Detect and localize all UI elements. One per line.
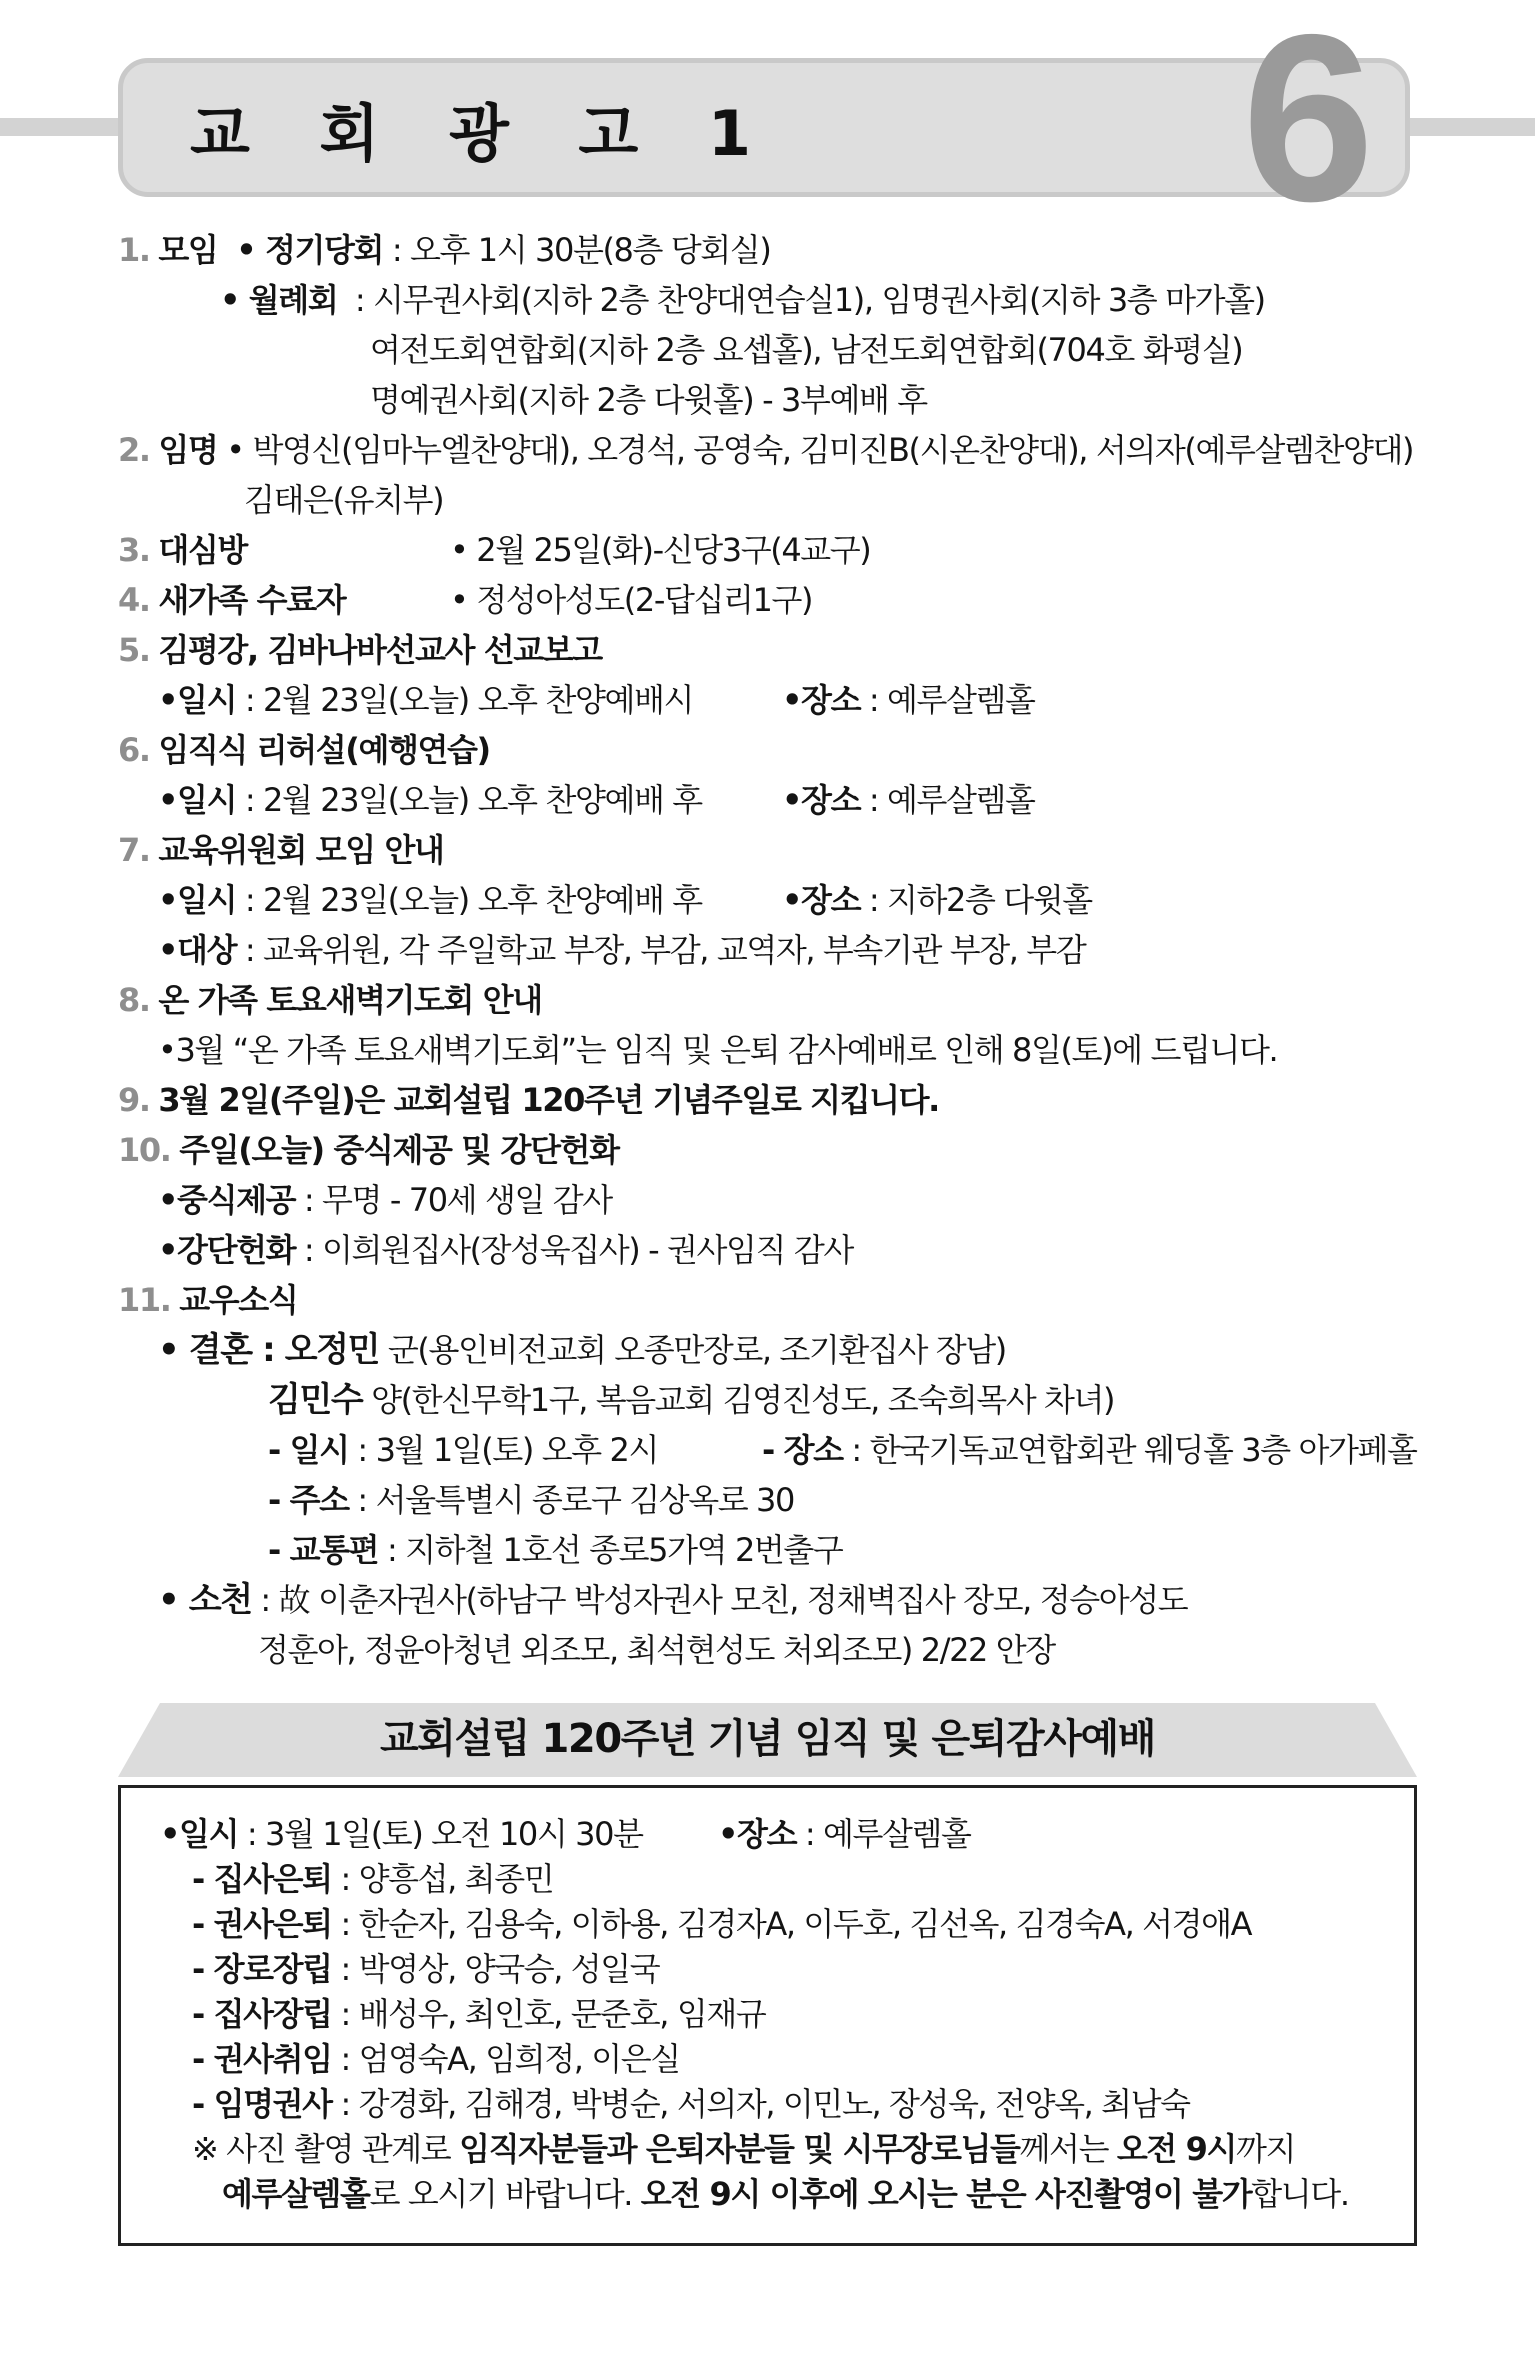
s1-line-2: [220, 280, 1265, 320]
ceremony-r1-key: - 집사은퇴: [192, 1860, 332, 1898]
note-a: ※ 사진 촬영 관계로: [192, 2130, 460, 2168]
s11-date-val: : 3월 1일(토) 오후 2시: [348, 1431, 659, 1469]
s11-wedding-line-2: [268, 1380, 1114, 1420]
s1-line-1: [118, 230, 770, 270]
s7-target-key: •대상: [158, 931, 237, 969]
s6-place-val: : 예루살렘홀: [860, 781, 1035, 819]
s9-heading: [118, 1080, 939, 1120]
ceremony-r1-val: : 양흥섭, 최종민: [331, 1860, 554, 1898]
s11-addr-key: - 주소: [268, 1481, 349, 1519]
s6-date-val: : 2월 23일(오늘) 오후 찬양예배 후: [236, 781, 702, 819]
s9-number: 9.: [118, 1081, 150, 1119]
s7-date-key: •일시: [158, 881, 237, 919]
s2-line-1: [118, 430, 1413, 470]
s8-number: 8.: [118, 981, 150, 1019]
s11-traffic-key: - 교통편: [268, 1531, 379, 1569]
ceremony-row-5: [192, 2039, 680, 2079]
s6-date-key: •일시: [158, 781, 237, 819]
note-d: 오전 9시: [1116, 2130, 1237, 2168]
s5-date: [158, 680, 693, 720]
ceremony-r3-val: : 박영상, 양국승, 성일국: [331, 1950, 660, 1988]
note-c: 께서는: [1019, 2130, 1117, 2168]
s11-wedding-place: [762, 1430, 1417, 1470]
ceremony-r4-val: : 배성우, 최인호, 문준호, 임재규: [331, 1995, 766, 2033]
ceremony-r6-val: : 강경화, 김해경, 박병순, 서의자, 이민노, 장성욱, 전양옥, 최남숙: [331, 2085, 1190, 2123]
s10-line-1: [158, 1180, 612, 1220]
ceremony-row-6: [192, 2084, 1190, 2124]
s7-place-key: •장소: [782, 881, 861, 919]
s11-wedding-address: [268, 1480, 794, 1520]
s6-place-key: •장소: [782, 781, 861, 819]
ceremony-row-1: [192, 1859, 553, 1899]
s3-title: 대심방: [158, 531, 247, 569]
s11-bride-detail: 양(한신무학1구, 복음교회 김영진성도, 조숙희목사 차녀): [362, 1381, 1115, 1419]
s2-title: 임명: [158, 431, 218, 469]
s11-groom-detail: 군(용인비전교회 오종만장로, 조기환집사 장남): [379, 1331, 1006, 1369]
ceremony-date-val: : 3월 1일(토) 오전 10시 30분: [238, 1815, 643, 1853]
s11-funeral-line-1: [158, 1580, 1187, 1620]
s11-wedding-date: [268, 1430, 658, 1470]
s6-date: [158, 780, 702, 820]
s7-target-val: : 교육위원, 각 주일학교 부장, 부감, 교역자, 부속기관 부장, 부감: [236, 931, 1086, 969]
s11-wed-key: • 결혼: [158, 1330, 252, 1370]
ceremony-date-key: •일시: [160, 1815, 239, 1853]
s7-date-val: : 2월 23일(오늘) 오후 찬양예배 후: [236, 881, 702, 919]
s11-number: 11.: [118, 1281, 171, 1319]
s11-wedding-line-1: [158, 1330, 1006, 1370]
s8-line: •3월 “온 가족 토요새벽기도회”는 임직 및 은퇴 감사예배로 인해 8일(토)에 드립니다.: [158, 1031, 1278, 1069]
s11-heading: [118, 1280, 297, 1320]
s11-wedding-traffic: [268, 1530, 842, 1570]
s1-l1-val: : 오후 1시 30분(8층 당회실): [383, 231, 771, 269]
s1-l1-key: • 정기당회: [236, 231, 384, 269]
s7-place-val: : 지하2층 다윗홀: [860, 881, 1092, 919]
s5-place: [782, 680, 1035, 720]
s3-line: [118, 530, 247, 570]
ceremony-r6-key: - 임명권사: [192, 2085, 332, 2123]
ceremony-row-3: [192, 1949, 659, 1989]
s3-number: 3.: [118, 531, 150, 569]
s11-funeral-key: • 소천: [158, 1580, 252, 1620]
s1-l2-val: : 시무권사회(지하 2층 찬양대연습실1), 임명권사회(지하 3층 마가홀): [337, 281, 1265, 319]
ceremony-note-2: [222, 2174, 1349, 2214]
ceremony-r4-key: - 집사장립: [192, 1995, 332, 2033]
s7-title: 교육위원회 모임 안내: [158, 831, 444, 869]
page-number: 6: [1242, 0, 1369, 251]
ceremony-r5-key: - 권사취임: [192, 2040, 332, 2078]
s7-number: 7.: [118, 831, 150, 869]
note2-a: 예루살렘홀: [222, 2175, 370, 2213]
s10-l1-val: : 무명 - 70세 생일 감사: [295, 1181, 612, 1219]
s2-l1: • 박영신(임마누엘찬양대), 오경석, 공영숙, 김미진B(시온찬양대), 서의자(예루살렘찬양대): [226, 431, 1414, 469]
s9-title: 3월 2일(주일)은 교회설립 120주년 기념주일로 지킵니다.: [158, 1081, 939, 1119]
s4-value: • 정성아성도(2-답십리1구): [450, 581, 813, 619]
s6-title: 임직식 리허설(예행연습): [158, 731, 490, 769]
s11-groom: 오정민: [284, 1330, 380, 1370]
s1-title: 모임: [158, 231, 218, 269]
ceremony-r2-val: : 한순자, 김용숙, 이하용, 김경자A, 이두호, 김선옥, 김경숙A, 서경애A: [331, 1905, 1252, 1943]
s11-wed-sep: :: [251, 1330, 285, 1370]
s11-bride: 김민수: [268, 1380, 363, 1420]
s10-number: 10.: [118, 1131, 171, 1169]
ceremony-date: [160, 1814, 643, 1854]
s6-heading: [118, 730, 490, 770]
note2-b: 로 오시기 바랍니다.: [369, 2175, 641, 2213]
s11-date-key: - 일시: [268, 1431, 349, 1469]
note2-d: 합니다.: [1251, 2175, 1349, 2213]
s7-heading: [118, 830, 444, 870]
ceremony-place-key: •장소: [718, 1815, 797, 1853]
s1-number: 1.: [118, 231, 150, 269]
note-b: 임직자분들과 은퇴자분들 및 시무장로님들: [459, 2130, 1020, 2168]
s10-heading: [118, 1130, 619, 1170]
s1-line-3: 여전도회연합회(지하 2층 요셉홀), 남전도회연합회(704호 화평실): [370, 331, 1243, 369]
s11-addr-val: : 서울특별시 종로구 김상옥로 30: [348, 1481, 794, 1519]
s2-line-2: 김태은(유치부): [244, 481, 444, 519]
ceremony-title: 교회설립 120주년 기념 임직 및 은퇴감사예배: [379, 1716, 1155, 1762]
s6-place: [782, 780, 1035, 820]
s10-l2-key: •강단헌화: [158, 1231, 296, 1269]
note-e: 까지: [1236, 2130, 1296, 2168]
s6-number: 6.: [118, 731, 150, 769]
s4-title: 새가족 수료자: [158, 581, 346, 619]
s5-heading: [118, 630, 602, 670]
s5-date-val: : 2월 23일(오늘) 오후 찬양예배시: [236, 681, 693, 719]
s5-place-key: •장소: [782, 681, 861, 719]
s10-l1-key: •중식제공: [158, 1181, 296, 1219]
ceremony-r3-key: - 장로장립: [192, 1950, 332, 1988]
s7-place: [782, 880, 1092, 920]
s5-title: 김평강, 김바나바선교사 선교보고: [158, 631, 602, 669]
s3-value: • 2월 25일(화)-신당3구(4교구): [450, 531, 871, 569]
s4-number: 4.: [118, 581, 150, 619]
s10-line-2: [158, 1230, 853, 1270]
ceremony-note-1: [192, 2129, 1295, 2169]
s11-place-val: : 한국기독교연합회관 웨딩홀 3층 아가페홀: [842, 1431, 1417, 1469]
s2-number: 2.: [118, 431, 150, 469]
s10-l2-val: : 이희원집사(장성욱집사) - 권사임직 감사: [295, 1231, 853, 1269]
ceremony-place-val: : 예루살렘홀: [796, 1815, 971, 1853]
note2-c: 오전 9시 이후에 오시는 분은 사진촬영이 불가: [640, 2175, 1252, 2213]
s11-funeral-line-2: 정훈아, 정윤아청년 외조모, 최석현성도 처외조모) 2/22 안장: [258, 1631, 1055, 1669]
s10-title: 주일(오늘) 중식제공 및 강단헌화: [179, 1131, 619, 1169]
s5-number: 5.: [118, 631, 150, 669]
s11-funeral-val: : 故 이춘자권사(하남구 박성자권사 모친, 정채벽집사 장모, 정승아성도: [251, 1581, 1188, 1619]
ceremony-r5-val: : 엄영숙A, 임희정, 이은실: [331, 2040, 680, 2078]
s11-traffic-val: : 지하철 1호선 종로5가역 2번출구: [378, 1531, 843, 1569]
s5-date-key: •일시: [158, 681, 237, 719]
s1-line-4: 명예권사회(지하 2층 다윗홀) - 3부예배 후: [370, 381, 927, 419]
s7-target: [158, 930, 1085, 970]
ceremony-row-4: [192, 1994, 765, 2034]
s7-date: [158, 880, 702, 920]
ceremony-r2-key: - 권사은퇴: [192, 1905, 332, 1943]
ceremony-row-2: [192, 1904, 1251, 1944]
ceremony-place: [718, 1814, 971, 1854]
s8-title: 온 가족 토요새벽기도회 안내: [158, 981, 542, 1019]
s4-line: [118, 580, 345, 620]
s5-place-val: : 예루살렘홀: [860, 681, 1035, 719]
page-title: 교 회 광 고 1: [190, 97, 776, 170]
s11-place-key: - 장소: [762, 1431, 843, 1469]
s11-title: 교우소식: [179, 1281, 298, 1319]
s1-l2-key: • 월례회: [220, 281, 338, 319]
s8-heading: [118, 980, 542, 1020]
